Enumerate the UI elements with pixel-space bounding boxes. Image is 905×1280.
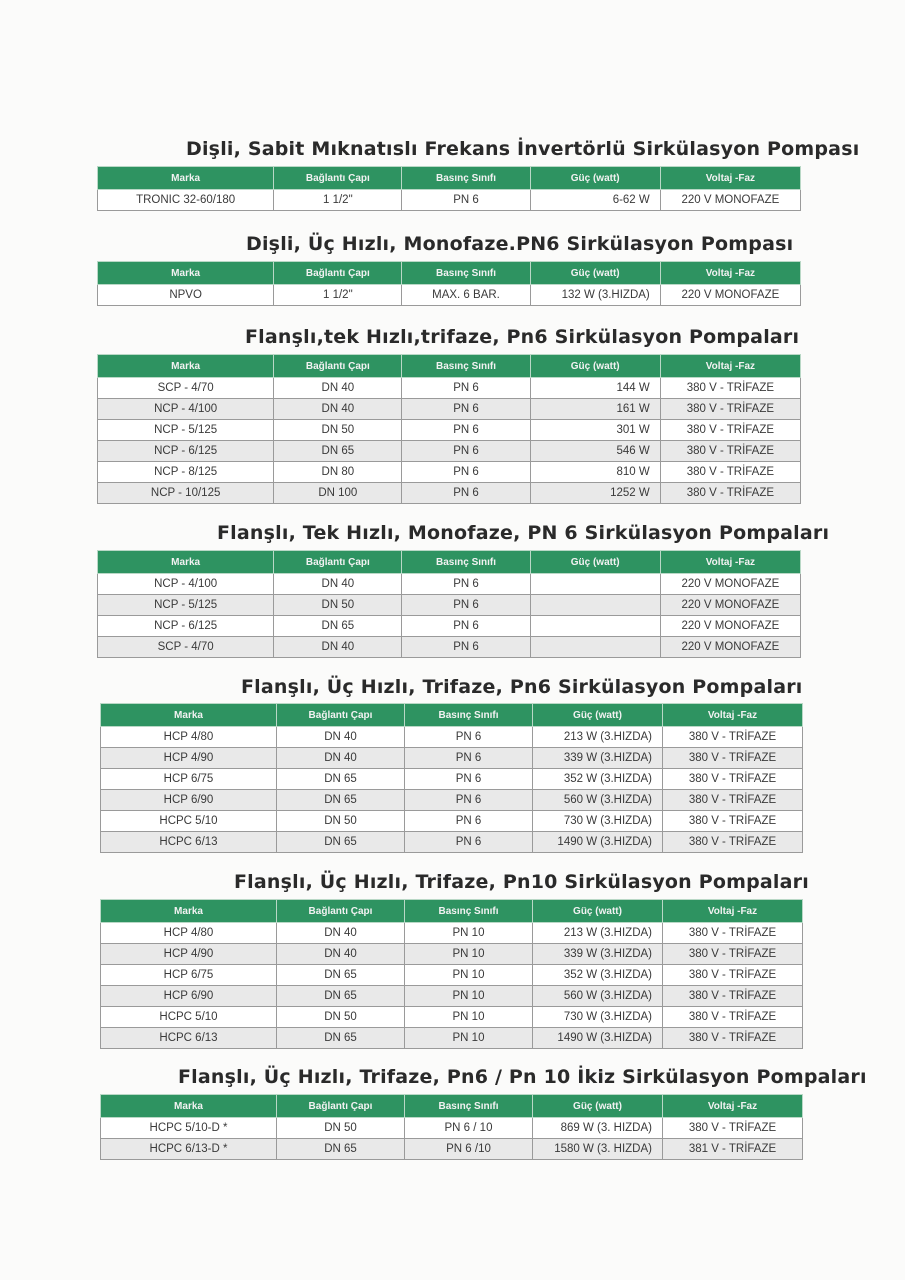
cell-voltage-phase: 220 V MONOFAZE — [660, 190, 800, 211]
cell-pressure-class: PN 6 — [402, 462, 530, 483]
cell-connection-size: DN 65 — [277, 790, 405, 811]
table-row — [101, 944, 803, 965]
cell-brand: NCP - 5/125 — [98, 420, 274, 441]
cell-connection-size: DN 40 — [277, 923, 405, 944]
cell-voltage-phase: 380 V - TRİFAZE — [663, 1007, 803, 1028]
cell-voltage-phase: 380 V - TRİFAZE — [660, 483, 800, 504]
cell-pressure-class: PN 10 — [405, 965, 533, 986]
column-header-voltage-phase: Voltaj -Faz — [660, 551, 800, 574]
cell-connection-size: 1 1/2" — [274, 190, 402, 211]
column-header-connection-size: Bağlantı Çapı — [274, 167, 402, 190]
table-header-row — [101, 1095, 803, 1118]
cell-pressure-class: PN 6 — [405, 748, 533, 769]
cell-brand: NCP - 10/125 — [98, 483, 274, 504]
cell-pressure-class: PN 6 — [402, 399, 530, 420]
cell-connection-size: DN 40 — [277, 748, 405, 769]
cell-power: 560 W (3.HIZDA) — [533, 790, 663, 811]
column-header-brand: Marka — [101, 1095, 277, 1118]
cell-power: 6-62 W — [530, 190, 660, 211]
section-title: Flanşlı, Üç Hızlı, Trifaze, Pn10 Sirkülasyon Pompaları — [234, 871, 809, 893]
cell-voltage-phase: 380 V - TRİFAZE — [663, 811, 803, 832]
table-row — [98, 190, 801, 211]
table-row — [101, 727, 803, 748]
cell-brand: HCP 6/90 — [101, 790, 277, 811]
column-header-pressure-class: Basınç Sınıfı — [405, 704, 533, 727]
cell-voltage-phase: 220 V MONOFAZE — [660, 616, 800, 637]
cell-pressure-class: PN 10 — [405, 1007, 533, 1028]
cell-pressure-class: PN 6 — [405, 790, 533, 811]
cell-brand: HCP 4/80 — [101, 727, 277, 748]
column-header-pressure-class: Basınç Sınıfı — [405, 900, 533, 923]
cell-voltage-phase: 220 V MONOFAZE — [660, 574, 800, 595]
cell-connection-size: DN 40 — [274, 637, 402, 658]
cell-brand: HCPC 5/10-D * — [101, 1118, 277, 1139]
cell-connection-size: DN 65 — [274, 616, 402, 637]
cell-connection-size: DN 50 — [277, 811, 405, 832]
table-row — [98, 574, 801, 595]
table-header-row — [101, 900, 803, 923]
cell-brand: NCP - 4/100 — [98, 574, 274, 595]
cell-power: 352 W (3.HIZDA) — [533, 965, 663, 986]
column-header-connection-size: Bağlantı Çapı — [277, 1095, 405, 1118]
cell-power: 301 W — [530, 420, 660, 441]
cell-power: 352 W (3.HIZDA) — [533, 769, 663, 790]
cell-power: 810 W — [530, 462, 660, 483]
cell-connection-size: DN 100 — [274, 483, 402, 504]
column-header-brand: Marka — [101, 900, 277, 923]
table-row — [98, 420, 801, 441]
cell-pressure-class: PN 6 — [402, 595, 530, 616]
cell-voltage-phase: 380 V - TRİFAZE — [663, 944, 803, 965]
cell-brand: HCP 4/80 — [101, 923, 277, 944]
cell-brand: HCP 4/90 — [101, 944, 277, 965]
cell-voltage-phase: 380 V - TRİFAZE — [660, 378, 800, 399]
cell-power — [530, 616, 660, 637]
cell-pressure-class: PN 6 /10 — [405, 1139, 533, 1160]
table-header-row — [98, 167, 801, 190]
cell-connection-size: 1 1/2" — [274, 285, 402, 306]
spec-table — [97, 550, 801, 658]
spec-table — [100, 703, 803, 853]
cell-connection-size: DN 40 — [274, 378, 402, 399]
table-row — [98, 483, 801, 504]
table-row — [101, 748, 803, 769]
table-header-row — [98, 551, 801, 574]
cell-brand: HCP 6/75 — [101, 965, 277, 986]
cell-connection-size: DN 65 — [277, 1028, 405, 1049]
table-header-row — [98, 262, 801, 285]
table-header-row — [101, 704, 803, 727]
cell-pressure-class: PN 10 — [405, 1028, 533, 1049]
cell-brand: SCP - 4/70 — [98, 378, 274, 399]
cell-connection-size: DN 40 — [277, 944, 405, 965]
column-header-voltage-phase: Voltaj -Faz — [660, 262, 800, 285]
column-header-connection-size: Bağlantı Çapı — [277, 704, 405, 727]
cell-power: 730 W (3.HIZDA) — [533, 1007, 663, 1028]
table-row — [101, 1007, 803, 1028]
cell-voltage-phase: 220 V MONOFAZE — [660, 595, 800, 616]
cell-voltage-phase: 380 V - TRİFAZE — [663, 748, 803, 769]
table-row — [98, 637, 801, 658]
cell-connection-size: DN 50 — [277, 1007, 405, 1028]
cell-brand: HCPC 6/13 — [101, 832, 277, 853]
cell-power: 339 W (3.HIZDA) — [533, 944, 663, 965]
cell-connection-size: DN 40 — [277, 727, 405, 748]
column-header-pressure-class: Basınç Sınıfı — [402, 355, 530, 378]
column-header-voltage-phase: Voltaj -Faz — [660, 355, 800, 378]
cell-brand: NPVO — [98, 285, 274, 306]
cell-power — [530, 595, 660, 616]
cell-pressure-class: PN 6 — [402, 441, 530, 462]
cell-power: 213 W (3.HIZDA) — [533, 923, 663, 944]
cell-brand: HCPC 5/10 — [101, 1007, 277, 1028]
section-title: Dişli, Üç Hızlı, Monofaze.PN6 Sirkülasyon Pompası — [246, 233, 794, 255]
column-header-power: Güç (watt) — [533, 1095, 663, 1118]
cell-brand: NCP - 5/125 — [98, 595, 274, 616]
column-header-voltage-phase: Voltaj -Faz — [663, 704, 803, 727]
cell-connection-size: DN 65 — [277, 1139, 405, 1160]
spec-table — [100, 1094, 803, 1160]
section-title: Dişli, Sabit Mıknatıslı Frekans İnvertörlü Sirkülasyon Pompası — [186, 138, 860, 160]
cell-voltage-phase: 380 V - TRİFAZE — [663, 986, 803, 1007]
cell-voltage-phase: 380 V - TRİFAZE — [660, 399, 800, 420]
table-row — [101, 1028, 803, 1049]
cell-brand: NCP - 6/125 — [98, 616, 274, 637]
cell-brand: NCP - 4/100 — [98, 399, 274, 420]
cell-power: 546 W — [530, 441, 660, 462]
cell-power: 1490 W (3.HIZDA) — [533, 832, 663, 853]
cell-connection-size: DN 65 — [277, 769, 405, 790]
cell-pressure-class: PN 6 — [405, 769, 533, 790]
table-row — [98, 595, 801, 616]
cell-power: 560 W (3.HIZDA) — [533, 986, 663, 1007]
cell-pressure-class: PN 6 / 10 — [405, 1118, 533, 1139]
cell-power: 1490 W (3.HIZDA) — [533, 1028, 663, 1049]
cell-brand: HCPC 6/13-D * — [101, 1139, 277, 1160]
table-row — [101, 1139, 803, 1160]
cell-connection-size: DN 65 — [277, 832, 405, 853]
cell-voltage-phase: 220 V MONOFAZE — [660, 637, 800, 658]
table-row — [101, 811, 803, 832]
cell-connection-size: DN 50 — [274, 595, 402, 616]
spec-table — [97, 166, 801, 211]
cell-pressure-class: PN 10 — [405, 944, 533, 965]
section-title: Flanşlı, Tek Hızlı, Monofaze, PN 6 Sirkülasyon Pompaları — [217, 522, 830, 544]
column-header-pressure-class: Basınç Sınıfı — [402, 262, 530, 285]
cell-brand: HCPC 5/10 — [101, 811, 277, 832]
column-header-power: Güç (watt) — [533, 900, 663, 923]
cell-pressure-class: PN 6 — [402, 483, 530, 504]
cell-pressure-class: PN 6 — [402, 574, 530, 595]
column-header-brand: Marka — [101, 704, 277, 727]
cell-connection-size: DN 65 — [277, 965, 405, 986]
column-header-power: Güç (watt) — [530, 355, 660, 378]
column-header-connection-size: Bağlantı Çapı — [274, 262, 402, 285]
cell-pressure-class: PN 10 — [405, 923, 533, 944]
cell-connection-size: DN 50 — [277, 1118, 405, 1139]
cell-pressure-class: PN 6 — [405, 727, 533, 748]
cell-voltage-phase: 380 V - TRİFAZE — [663, 1118, 803, 1139]
cell-connection-size: DN 40 — [274, 399, 402, 420]
column-header-voltage-phase: Voltaj -Faz — [663, 1095, 803, 1118]
cell-voltage-phase: 380 V - TRİFAZE — [660, 462, 800, 483]
cell-pressure-class: PN 6 — [402, 637, 530, 658]
table-row — [98, 285, 801, 306]
cell-pressure-class: PN 6 — [402, 378, 530, 399]
column-header-power: Güç (watt) — [530, 262, 660, 285]
cell-brand: NCP - 6/125 — [98, 441, 274, 462]
table-row — [101, 986, 803, 1007]
cell-power: 1252 W — [530, 483, 660, 504]
cell-connection-size: DN 80 — [274, 462, 402, 483]
cell-pressure-class: MAX. 6 BAR. — [402, 285, 530, 306]
cell-voltage-phase: 380 V - TRİFAZE — [663, 965, 803, 986]
section-title: Flanşlı, Üç Hızlı, Trifaze, Pn6 / Pn 10 İkiz Sirkülasyon Pompaları — [178, 1066, 867, 1088]
cell-voltage-phase: 380 V - TRİFAZE — [663, 923, 803, 944]
table-row — [98, 378, 801, 399]
cell-voltage-phase: 380 V - TRİFAZE — [663, 790, 803, 811]
column-header-pressure-class: Basınç Sınıfı — [402, 167, 530, 190]
table-row — [98, 616, 801, 637]
column-header-connection-size: Bağlantı Çapı — [277, 900, 405, 923]
section-title: Flanşlı, Üç Hızlı, Trifaze, Pn6 Sirkülasyon Pompaları — [241, 676, 803, 698]
cell-power: 1580 W (3. HIZDA) — [533, 1139, 663, 1160]
table-header-row — [98, 355, 801, 378]
cell-voltage-phase: 380 V - TRİFAZE — [663, 1028, 803, 1049]
column-header-power: Güç (watt) — [530, 167, 660, 190]
cell-voltage-phase: 220 V MONOFAZE — [660, 285, 800, 306]
table-row — [101, 965, 803, 986]
table-row — [101, 832, 803, 853]
column-header-power: Güç (watt) — [533, 704, 663, 727]
cell-power — [530, 574, 660, 595]
cell-brand: HCP 6/75 — [101, 769, 277, 790]
table-row — [101, 790, 803, 811]
cell-brand: HCPC 6/13 — [101, 1028, 277, 1049]
cell-pressure-class: PN 6 — [402, 616, 530, 637]
cell-power: 869 W (3. HIZDA) — [533, 1118, 663, 1139]
cell-pressure-class: PN 6 — [402, 190, 530, 211]
cell-pressure-class: PN 6 — [405, 832, 533, 853]
cell-power: 161 W — [530, 399, 660, 420]
column-header-brand: Marka — [98, 551, 274, 574]
cell-power: 213 W (3.HIZDA) — [533, 727, 663, 748]
spec-table — [97, 261, 801, 306]
cell-voltage-phase: 380 V - TRİFAZE — [663, 727, 803, 748]
cell-connection-size: DN 40 — [274, 574, 402, 595]
cell-voltage-phase: 380 V - TRİFAZE — [660, 441, 800, 462]
column-header-brand: Marka — [98, 262, 274, 285]
column-header-connection-size: Bağlantı Çapı — [274, 551, 402, 574]
column-header-brand: Marka — [98, 167, 274, 190]
cell-power — [530, 637, 660, 658]
cell-voltage-phase: 381 V - TRİFAZE — [663, 1139, 803, 1160]
cell-voltage-phase: 380 V - TRİFAZE — [660, 420, 800, 441]
cell-connection-size: DN 65 — [277, 986, 405, 1007]
cell-pressure-class: PN 6 — [405, 811, 533, 832]
table-row — [98, 462, 801, 483]
cell-brand: HCP 4/90 — [101, 748, 277, 769]
cell-connection-size: DN 50 — [274, 420, 402, 441]
column-header-voltage-phase: Voltaj -Faz — [660, 167, 800, 190]
cell-power: 730 W (3.HIZDA) — [533, 811, 663, 832]
table-row — [101, 769, 803, 790]
cell-power: 144 W — [530, 378, 660, 399]
table-row — [98, 441, 801, 462]
column-header-connection-size: Bağlantı Çapı — [274, 355, 402, 378]
column-header-brand: Marka — [98, 355, 274, 378]
column-header-pressure-class: Basınç Sınıfı — [402, 551, 530, 574]
spec-table — [100, 899, 803, 1049]
cell-pressure-class: PN 6 — [402, 420, 530, 441]
cell-connection-size: DN 65 — [274, 441, 402, 462]
cell-power: 339 W (3.HIZDA) — [533, 748, 663, 769]
cell-voltage-phase: 380 V - TRİFAZE — [663, 832, 803, 853]
table-row — [101, 923, 803, 944]
cell-brand: HCP 6/90 — [101, 986, 277, 1007]
cell-brand: TRONIC 32-60/180 — [98, 190, 274, 211]
column-header-pressure-class: Basınç Sınıfı — [405, 1095, 533, 1118]
column-header-power: Güç (watt) — [530, 551, 660, 574]
spec-table — [97, 354, 801, 504]
column-header-voltage-phase: Voltaj -Faz — [663, 900, 803, 923]
cell-brand: NCP - 8/125 — [98, 462, 274, 483]
cell-voltage-phase: 380 V - TRİFAZE — [663, 769, 803, 790]
table-row — [101, 1118, 803, 1139]
section-title: Flanşlı,tek Hızlı,trifaze, Pn6 Sirkülasyon Pompaları — [245, 326, 800, 348]
cell-brand: SCP - 4/70 — [98, 637, 274, 658]
cell-pressure-class: PN 10 — [405, 986, 533, 1007]
table-row — [98, 399, 801, 420]
cell-power: 132 W (3.HIZDA) — [530, 285, 660, 306]
